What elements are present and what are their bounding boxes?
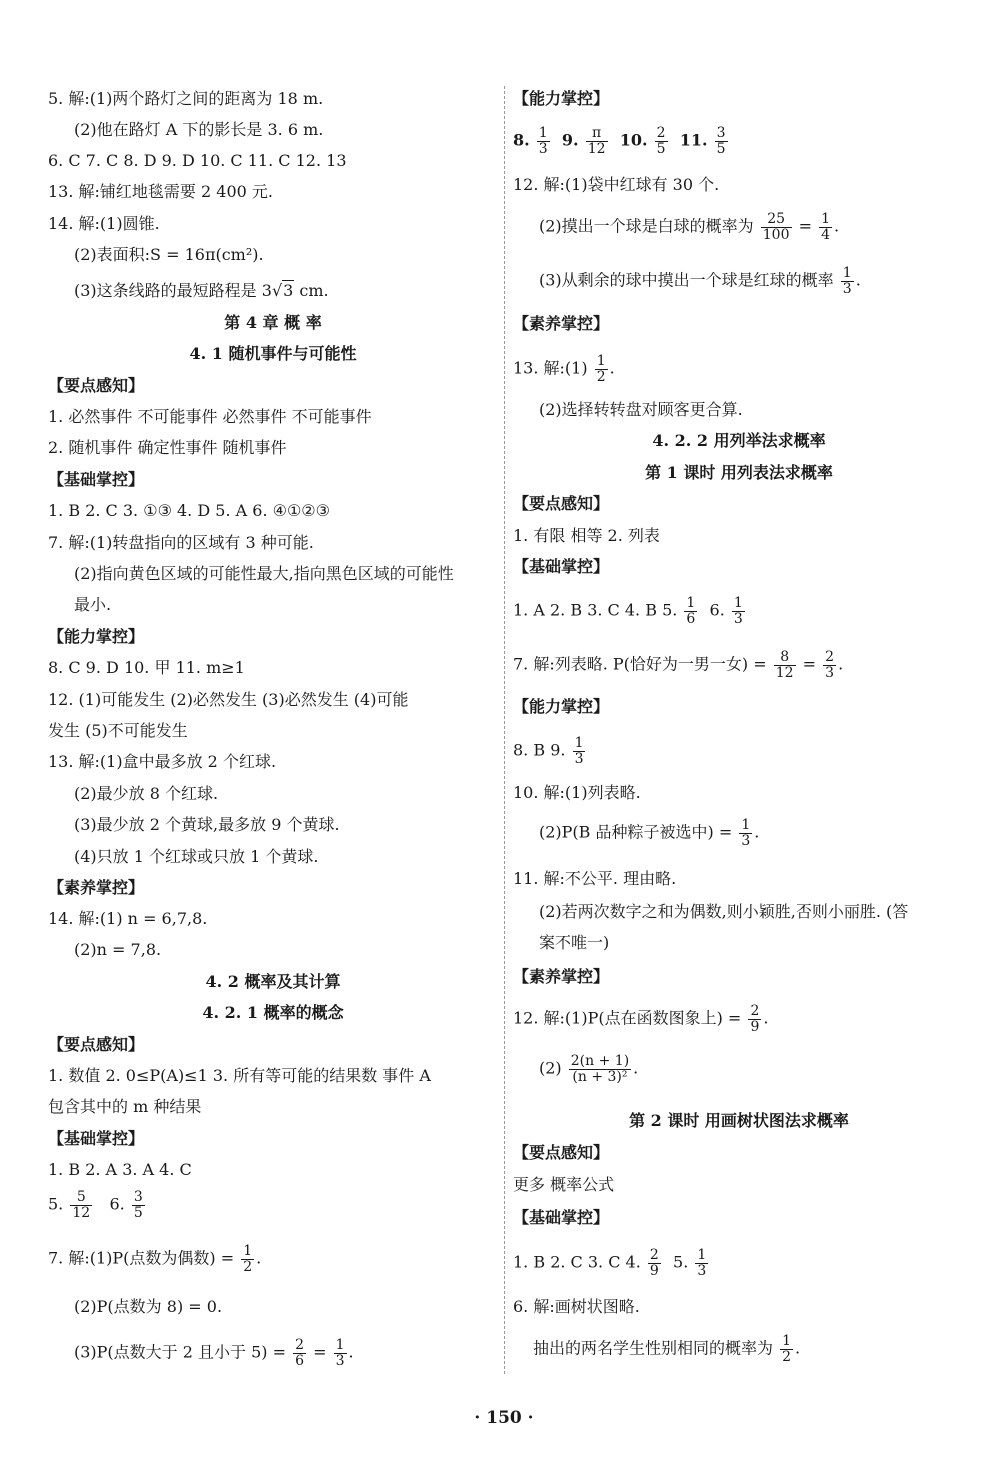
fraction	[823, 650, 836, 680]
numerator: 1	[538, 125, 548, 141]
item-number: 8.	[513, 130, 530, 150]
answer-line: 14. 解:(1) n = 6,7,8.	[48, 909, 208, 928]
fraction	[761, 212, 792, 242]
fraction	[586, 126, 608, 156]
answer-text: 1. B 2. C 3. C 4.	[513, 1252, 641, 1272]
answer-line: 6. C 7. C 8. D 9. D 10. C 11. C 12. 13	[48, 151, 347, 170]
numerator: 2	[295, 1337, 305, 1353]
answer-line: 7. 解:列表略. P(恰好为一男一女) = $\frac{8}{12}$ = $\frac{2}{3}$ .	[513, 649, 844, 681]
subsection-title: 4. 2. 2 用列举法求概率	[652, 431, 826, 450]
answer-line: 10. 解:(1)列表略.	[513, 783, 641, 802]
section-label: 【素养掌控】	[48, 878, 145, 897]
section-label: 【能力掌控】	[513, 697, 610, 716]
answer-line: (2)他在路灯 A 下的影长是 3. 6 m.	[74, 120, 324, 139]
numerator: 2	[750, 1003, 760, 1019]
denominator: 3	[697, 1262, 707, 1279]
numerator: 25	[761, 212, 792, 228]
item-number: 9.	[561, 130, 579, 150]
answer-line: (2)P(B 品种粽子被选中) = $\frac{1}{3}$ .	[539, 817, 760, 849]
denominator: 2	[243, 1258, 253, 1275]
numerator: 1	[842, 265, 852, 281]
answer-line: (3)P(点数大于 2 且小于 5) = $\frac{2}{6}$ = $\frac{1}{3}$ .	[74, 1337, 354, 1369]
chapter-title: 第 4 章 概 率	[224, 313, 322, 332]
denominator: 3	[538, 140, 548, 157]
answer-text: (2)	[539, 1058, 562, 1078]
denominator: 9	[750, 1018, 760, 1035]
fraction	[293, 1338, 306, 1368]
section-label: 【基础掌控】	[48, 470, 145, 489]
answer-line: 最小.	[74, 595, 112, 614]
denominator: 9	[649, 1262, 659, 1279]
answer-line: 2. 随机事件 确定性事件 随机事件	[48, 438, 287, 457]
numerator: 1	[243, 1243, 253, 1259]
fraction	[732, 596, 745, 626]
denominator: 2	[782, 1348, 792, 1365]
answer-text: (3)从剩余的球中摸出一个球是红球的概率	[539, 270, 834, 290]
answer-line: 14. 解:(1)圆锥.	[48, 214, 160, 233]
answer-line: (2) $\frac{2(n + 1)}{\text{(n + 3)²}}$ .	[539, 1053, 639, 1085]
denominator: 12	[72, 1204, 91, 1221]
fraction	[537, 126, 550, 156]
denominator: 4	[821, 226, 830, 243]
fraction	[655, 126, 668, 156]
fraction	[739, 818, 752, 848]
numerator: 2	[825, 649, 835, 665]
denominator: 2	[596, 368, 606, 385]
answer-line: 包含其中的 m 种结果	[48, 1097, 202, 1116]
fraction	[334, 1338, 347, 1368]
answer-line	[513, 1248, 710, 1278]
answer-line: (2)表面积:S = 16π(cm²).	[74, 245, 264, 264]
numerator: 2	[649, 1247, 659, 1263]
column-divider	[504, 86, 505, 1374]
section-label: 【能力掌控】	[513, 89, 610, 108]
lesson-title: 第 1 课时 用列表法求概率	[645, 463, 833, 482]
answer-line	[48, 1190, 147, 1220]
denominator: 3	[733, 610, 743, 627]
numerator: 8	[774, 650, 796, 666]
denominator: 100	[762, 226, 790, 243]
answer-line	[513, 596, 747, 626]
numerator: 1	[574, 735, 584, 751]
item-number: 11.	[679, 130, 708, 150]
fraction	[684, 596, 697, 626]
numerator: 1	[741, 817, 751, 833]
fraction	[132, 1190, 145, 1220]
answer-text: 12. 解:(1)P(点在函数图象上) =	[513, 1008, 742, 1028]
answer-line: 12. 解:(1)袋中红球有 30 个.	[513, 175, 720, 194]
answer-line: 更多 概率公式	[513, 1175, 615, 1194]
answer-line: (2)若两次数字之和为偶数,则小颖胜,否则小丽胜. (答	[539, 902, 909, 921]
sqrt-symbol: √	[271, 281, 283, 300]
answer-line	[513, 736, 587, 766]
numerator: π	[586, 126, 608, 142]
numerator: 5	[70, 1190, 92, 1206]
section-title: 4. 1 随机事件与可能性	[189, 344, 357, 363]
denominator: 3	[574, 750, 584, 767]
answer-text: 7. 解:列表略. P(恰好为一男一女) =	[513, 654, 767, 674]
numerator: 1	[335, 1337, 345, 1353]
answer-line: (3)最少放 2 个黄球,最多放 9 个黄球.	[74, 815, 340, 834]
section-label: 【素养掌控】	[513, 967, 610, 986]
section-label: 【基础掌控】	[513, 1208, 610, 1227]
answer-text: 13. 解:(1)	[513, 358, 588, 378]
fraction	[573, 736, 586, 766]
fraction	[70, 1190, 92, 1220]
answer-line: 5. 解:(1)两个路灯之间的距离为 18 m.	[48, 89, 324, 108]
answer-text: 1. A 2. B 3. C 4. B 5.	[513, 600, 678, 620]
item-number: 5.	[673, 1252, 689, 1272]
answer-line: 1. B 2. C 3. ①③ 4. D 5. A 6. ④①②③	[48, 501, 330, 520]
answer-line: (4)只放 1 个红球或只放 1 个黄球.	[74, 847, 319, 866]
denominator: 3	[842, 280, 852, 297]
denominator: 3	[741, 832, 751, 849]
numerator: 3	[133, 1189, 143, 1205]
fraction	[648, 1248, 661, 1278]
section-label: 【要点感知】	[513, 494, 610, 513]
section-title: 4. 2 概率及其计算	[205, 972, 341, 991]
answer-line: (3)从剩余的球中摸出一个球是红球的概率 $\frac{1}{3}$ .	[539, 265, 861, 297]
answer-line: 1. 有限 相等 2. 列表	[513, 526, 660, 545]
answer-line: (2)P(点数为 8) = 0.	[74, 1297, 223, 1316]
answer-line: 13. 解:铺红地毯需要 2 400 元.	[48, 182, 273, 201]
numerator: 1	[782, 1333, 792, 1349]
section-label: 【基础掌控】	[48, 1129, 145, 1148]
answer-text: 抽出的两名学生性别相同的概率为	[533, 1338, 774, 1358]
numerator: 3	[716, 125, 726, 141]
section-label: 【要点感知】	[513, 1143, 610, 1162]
answer-line: (2)最少放 8 个红球.	[74, 784, 219, 803]
section-label: 【基础掌控】	[513, 557, 610, 576]
denominator: 5	[716, 140, 726, 157]
answer-line: 7. 解:(1)转盘指向的区域有 3 种可能.	[48, 533, 314, 552]
answer-line: 6. 解:画树状图略.	[513, 1297, 640, 1316]
section-label: 【要点感知】	[48, 376, 145, 395]
numerator: 1	[821, 211, 830, 227]
fraction	[241, 1244, 254, 1274]
answer-line: 案不唯一)	[539, 933, 610, 952]
numerator: 2	[656, 125, 666, 141]
denominator: 5	[656, 140, 666, 157]
answer-line: 7. 解:(1)P(点数为偶数) = $\frac{1}{2}$ .	[48, 1243, 262, 1275]
item-number: 10.	[619, 130, 648, 150]
answer-line: 1. B 2. A 3. A 4. C	[48, 1160, 192, 1179]
answer-line: 12. (1)可能发生 (2)必然发生 (3)必然发生 (4)可能	[48, 690, 409, 709]
answer-line: 11. 解:不公平. 理由略.	[513, 869, 677, 888]
answer-text: (3)P(点数大于 2 且小于 5) =	[74, 1342, 287, 1362]
page-number: · 150 ·	[474, 1408, 534, 1428]
fraction	[715, 126, 728, 156]
denominator: 5	[133, 1204, 143, 1221]
denominator: 6	[686, 610, 696, 627]
item-number: 5.	[48, 1194, 64, 1214]
numerator: 2(n + 1)	[570, 1053, 630, 1069]
lesson-title: 第 2 课时 用画树状图法求概率	[629, 1111, 849, 1130]
answer-line: 1. 数值 2. 0≤P(A)≤1 3. 所有等可能的结果数 事件 A	[48, 1066, 431, 1085]
answer-text: (3)这条线路的最短路程是 3	[74, 281, 272, 300]
denominator: 3	[825, 664, 835, 681]
answer-line: 13. 解:(1)盒中最多放 2 个红球.	[48, 752, 277, 771]
item-number: 6.	[709, 600, 725, 620]
answer-text: 8. B 9.	[513, 740, 566, 760]
section-label: 【素养掌控】	[513, 314, 610, 333]
answer-text: (2)摸出一个球是白球的概率为	[539, 216, 754, 236]
fraction	[748, 1004, 761, 1034]
denominator: 3	[335, 1352, 345, 1369]
fraction	[780, 1334, 793, 1364]
answer-line: (2)选择转转盘对顾客更合算.	[539, 400, 743, 419]
fraction	[774, 650, 796, 680]
answer-line: 8. C 9. D 10. 甲 11. m≥1	[48, 658, 245, 677]
fraction	[569, 1054, 631, 1084]
numerator: 1	[596, 353, 606, 369]
fraction	[595, 354, 608, 384]
fraction	[819, 212, 832, 242]
answer-text: (2)P(B 品种粽子被选中) =	[539, 822, 733, 842]
denominator: 12	[775, 664, 794, 681]
numerator: 1	[697, 1247, 707, 1263]
answer-line: (2)摸出一个球是白球的概率为 $\frac{25}{100}$ = $\frac{1}{4}$ .	[539, 211, 840, 243]
answer-text: cm.	[294, 281, 329, 300]
item-number: 6.	[109, 1194, 125, 1214]
subsection-title: 4. 2. 1 概率的概念	[202, 1003, 344, 1022]
answer-line: (2)n = 7,8.	[74, 940, 162, 959]
answer-line	[513, 126, 730, 156]
denominator: 6	[295, 1352, 305, 1369]
answer-line: 13. 解:(1) $\frac{1}{2}$ .	[513, 353, 615, 385]
section-label: 【要点感知】	[48, 1035, 145, 1054]
answer-line: 12. 解:(1)P(点在函数图象上) = $\frac{2}{9}$ .	[513, 1003, 769, 1035]
answer-line: 发生 (5)不可能发生	[48, 721, 188, 740]
sqrt-value: 3	[283, 281, 294, 300]
fraction	[841, 266, 854, 296]
answer-text: 7. 解:(1)P(点数为偶数) =	[48, 1248, 235, 1268]
answer-line: (2)指向黄色区域的可能性最大,指向黑色区域的可能性	[74, 564, 454, 583]
answer-line	[74, 280, 329, 302]
numerator: 1	[733, 595, 743, 611]
section-label: 【能力掌控】	[48, 627, 145, 646]
numerator: 1	[686, 595, 696, 611]
answer-line: 1. 必然事件 不可能事件 必然事件 不可能事件	[48, 407, 372, 426]
denominator: (n + 3)²	[572, 1068, 628, 1085]
denominator: 12	[587, 140, 606, 157]
fraction	[695, 1248, 708, 1278]
answer-line: 抽出的两名学生性别相同的概率为 $\frac{1}{2}$ .	[533, 1333, 801, 1365]
